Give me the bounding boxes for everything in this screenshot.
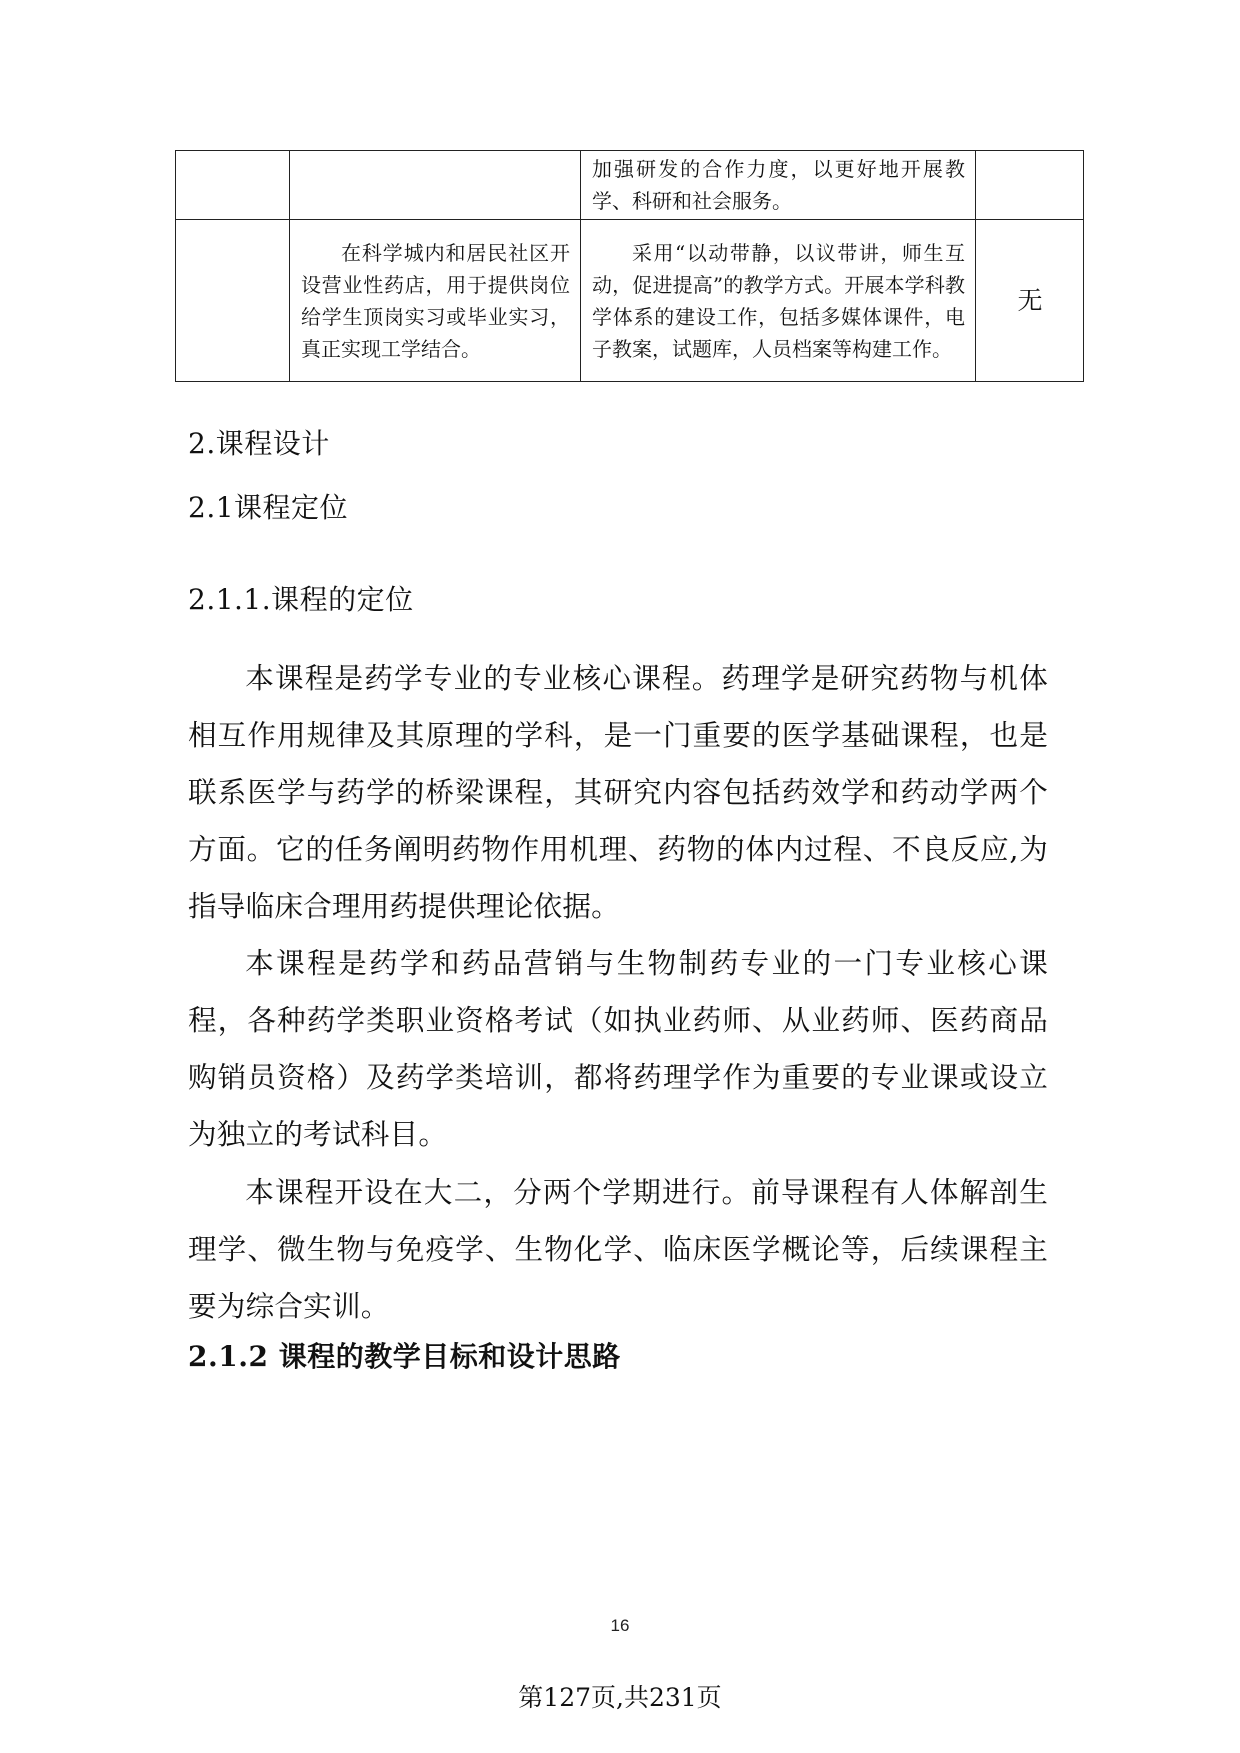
section-heading: 2.课程设计 <box>188 427 330 460</box>
table-row <box>176 151 1084 220</box>
table-cell: 无 <box>976 220 1084 382</box>
table-cell <box>176 151 290 220</box>
body-paragraph: 本课程开设在大二，分两个学期进行。前导课程有人体解剖生理学、微生物与免疫学、生物化学、临床医学概论等，后续课程主要为综合实训。 <box>188 1175 1048 1323</box>
page-total: 第127页,共231页 <box>518 1683 722 1712</box>
body-paragraph: 本课程是药学和药品营销与生物制药专业的一门专业核心课程，各种药学类职业资格考试（如执业药师、从业药师、医药商品购销员资格）及药学类培训，都将药理学作为重要的专业课或设立为独立的考试科目。 <box>188 946 1048 1151</box>
subsubsection-heading: 2.1.1.课程的定位 <box>188 583 414 616</box>
subsection-heading: 2.1课程定位 <box>188 491 349 524</box>
table-cell <box>976 151 1084 220</box>
table-cell <box>176 220 290 382</box>
table-cell: 采用“以动带静，以议带讲，师生互动，促进提高”的教学方式。开展本学科教学体系的建设工作，包括多媒体课件，电子教案，试题库，人员档案等构建工作。 <box>581 220 976 382</box>
page-number: 16 <box>610 1616 630 1635</box>
subsubsection-heading: 2.1.2 课程的教学目标和设计思路 <box>188 1340 621 1373</box>
continuation-table <box>175 150 1084 382</box>
table-cell: 在科学城内和居民社区开设营业性药店，用于提供岗位给学生顶岗实习或毕业实习，真正实现工学结合。 <box>290 220 581 382</box>
table-cell <box>290 151 581 220</box>
table-cell: 加强研发的合作力度，以更好地开展教学、科研和社会服务。 <box>581 151 976 220</box>
table-row <box>176 220 1084 382</box>
body-paragraph: 本课程是药学专业的专业核心课程。药理学是研究药物与机体相互作用规律及其原理的学科，是一门重要的医学基础课程，也是联系医学与药学的桥梁课程，其研究内容包括药效学和药动学两个方面。它的任务阐明药物作用机理、药物的体内过程、不良反应,为指导临床合理用药提供理论依据。 <box>188 661 1048 923</box>
